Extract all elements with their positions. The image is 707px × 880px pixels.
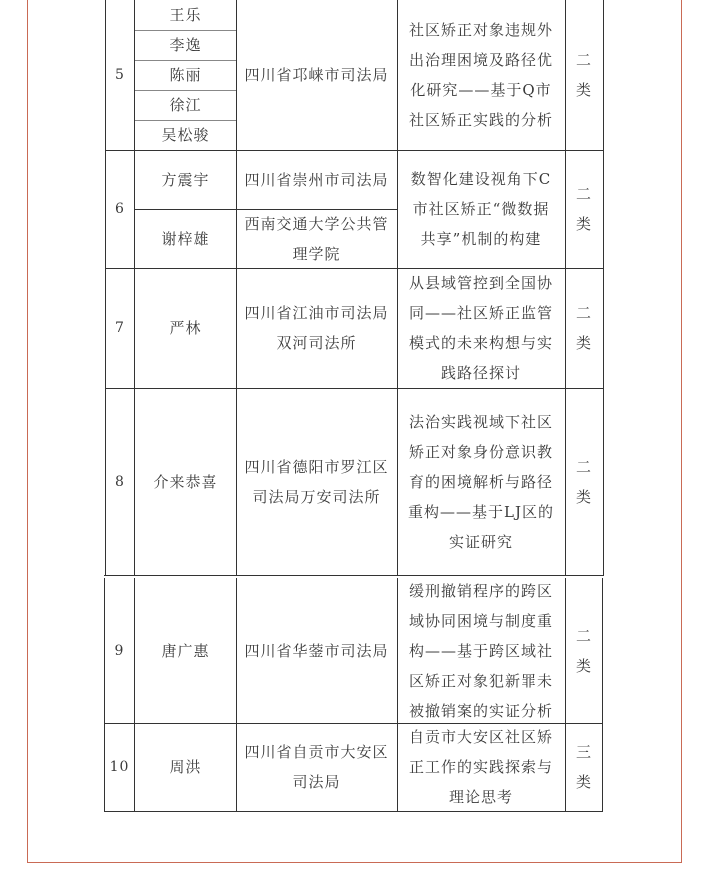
unit-name: 四川省华蓥市司法局: [244, 641, 389, 660]
author-name: 谢梓雄: [161, 229, 210, 248]
grid-line: [134, 0, 135, 576]
row-number: 7: [115, 320, 125, 336]
award-class: 二类: [575, 51, 592, 99]
grid-line: [105, 268, 604, 269]
grid-line: [135, 30, 236, 31]
grid-line: [397, 578, 398, 812]
author-name: 陈丽: [169, 66, 202, 84]
author-name: 唐广惠: [161, 641, 210, 660]
grid-line: [565, 0, 566, 576]
unit-name: 西南交通大学公共管理学院: [244, 214, 389, 263]
award-class: 二类: [575, 458, 592, 506]
grid-line: [104, 578, 105, 812]
grid-line: [135, 209, 397, 210]
grid-line: [135, 60, 236, 61]
grid-line: [105, 0, 106, 576]
paper-title: 数智化建设视角下C市社区矫正“微数据共享”机制的构建: [410, 170, 552, 248]
grid-line: [397, 0, 398, 576]
unit-name: 四川省江油市司法局双河司法所: [244, 304, 389, 352]
award-class: 三类: [575, 743, 592, 791]
grid-line: [104, 575, 604, 576]
row-number: 9: [114, 642, 125, 659]
grid-line: [603, 0, 604, 576]
paper-title: 法治实践视域下社区矫正对象身份意识教育的困境解析与路径重构——基于LJ区的实证研究: [408, 413, 554, 551]
grid-line: [135, 120, 236, 121]
author-name: 李逸: [169, 36, 202, 54]
unit-name: 四川省德阳市罗江区司法局万安司法所: [244, 458, 389, 506]
author-name: 严林: [169, 319, 202, 337]
row-number: 6: [115, 201, 125, 217]
grid-line: [105, 388, 604, 389]
paper-title: 从县域管控到全国协同——社区矫正监管模式的未来构想与实践路径探讨: [408, 274, 553, 382]
author-name: 吴松骏: [161, 126, 210, 144]
grid-line: [602, 578, 603, 812]
grid-line: [105, 150, 604, 151]
row-number: 5: [115, 67, 125, 83]
grid-line: [135, 90, 236, 91]
author-name: 王乐: [169, 6, 202, 24]
award-class: 二类: [575, 185, 592, 233]
unit-name: 四川省邛崃市司法局: [244, 66, 389, 84]
paper-title: 缓刑撤销程序的跨区域协同困境与制度重构——基于跨区域社区矫正对象犯新罪未被撤销案的实证分析: [408, 581, 553, 720]
unit-name: 四川省自贡市大安区司法局: [244, 743, 389, 791]
author-name: 方震宇: [161, 170, 210, 189]
grid-line: [565, 578, 566, 812]
grid-line: [134, 578, 135, 812]
row-number: 8: [115, 474, 125, 490]
grid-line: [236, 578, 237, 812]
paper-title: 自贡市大安区社区矫正工作的实践探索与理论思考: [408, 728, 553, 806]
award-class: 二类: [575, 304, 592, 352]
grid-line: [104, 723, 603, 724]
row-number: 10: [109, 759, 130, 775]
author-name: 周洪: [169, 758, 202, 776]
author-name: 徐江: [169, 96, 202, 114]
author-name: 介来恭喜: [153, 473, 218, 491]
award-class: 二类: [575, 626, 592, 675]
unit-name: 四川省崇州市司法局: [244, 170, 389, 189]
paper-title: 社区矫正对象违规外出治理困境及路径优化研究——基于Q市社区矫正实践的分析: [408, 21, 553, 129]
grid-line: [104, 811, 603, 812]
grid-line: [236, 0, 237, 576]
